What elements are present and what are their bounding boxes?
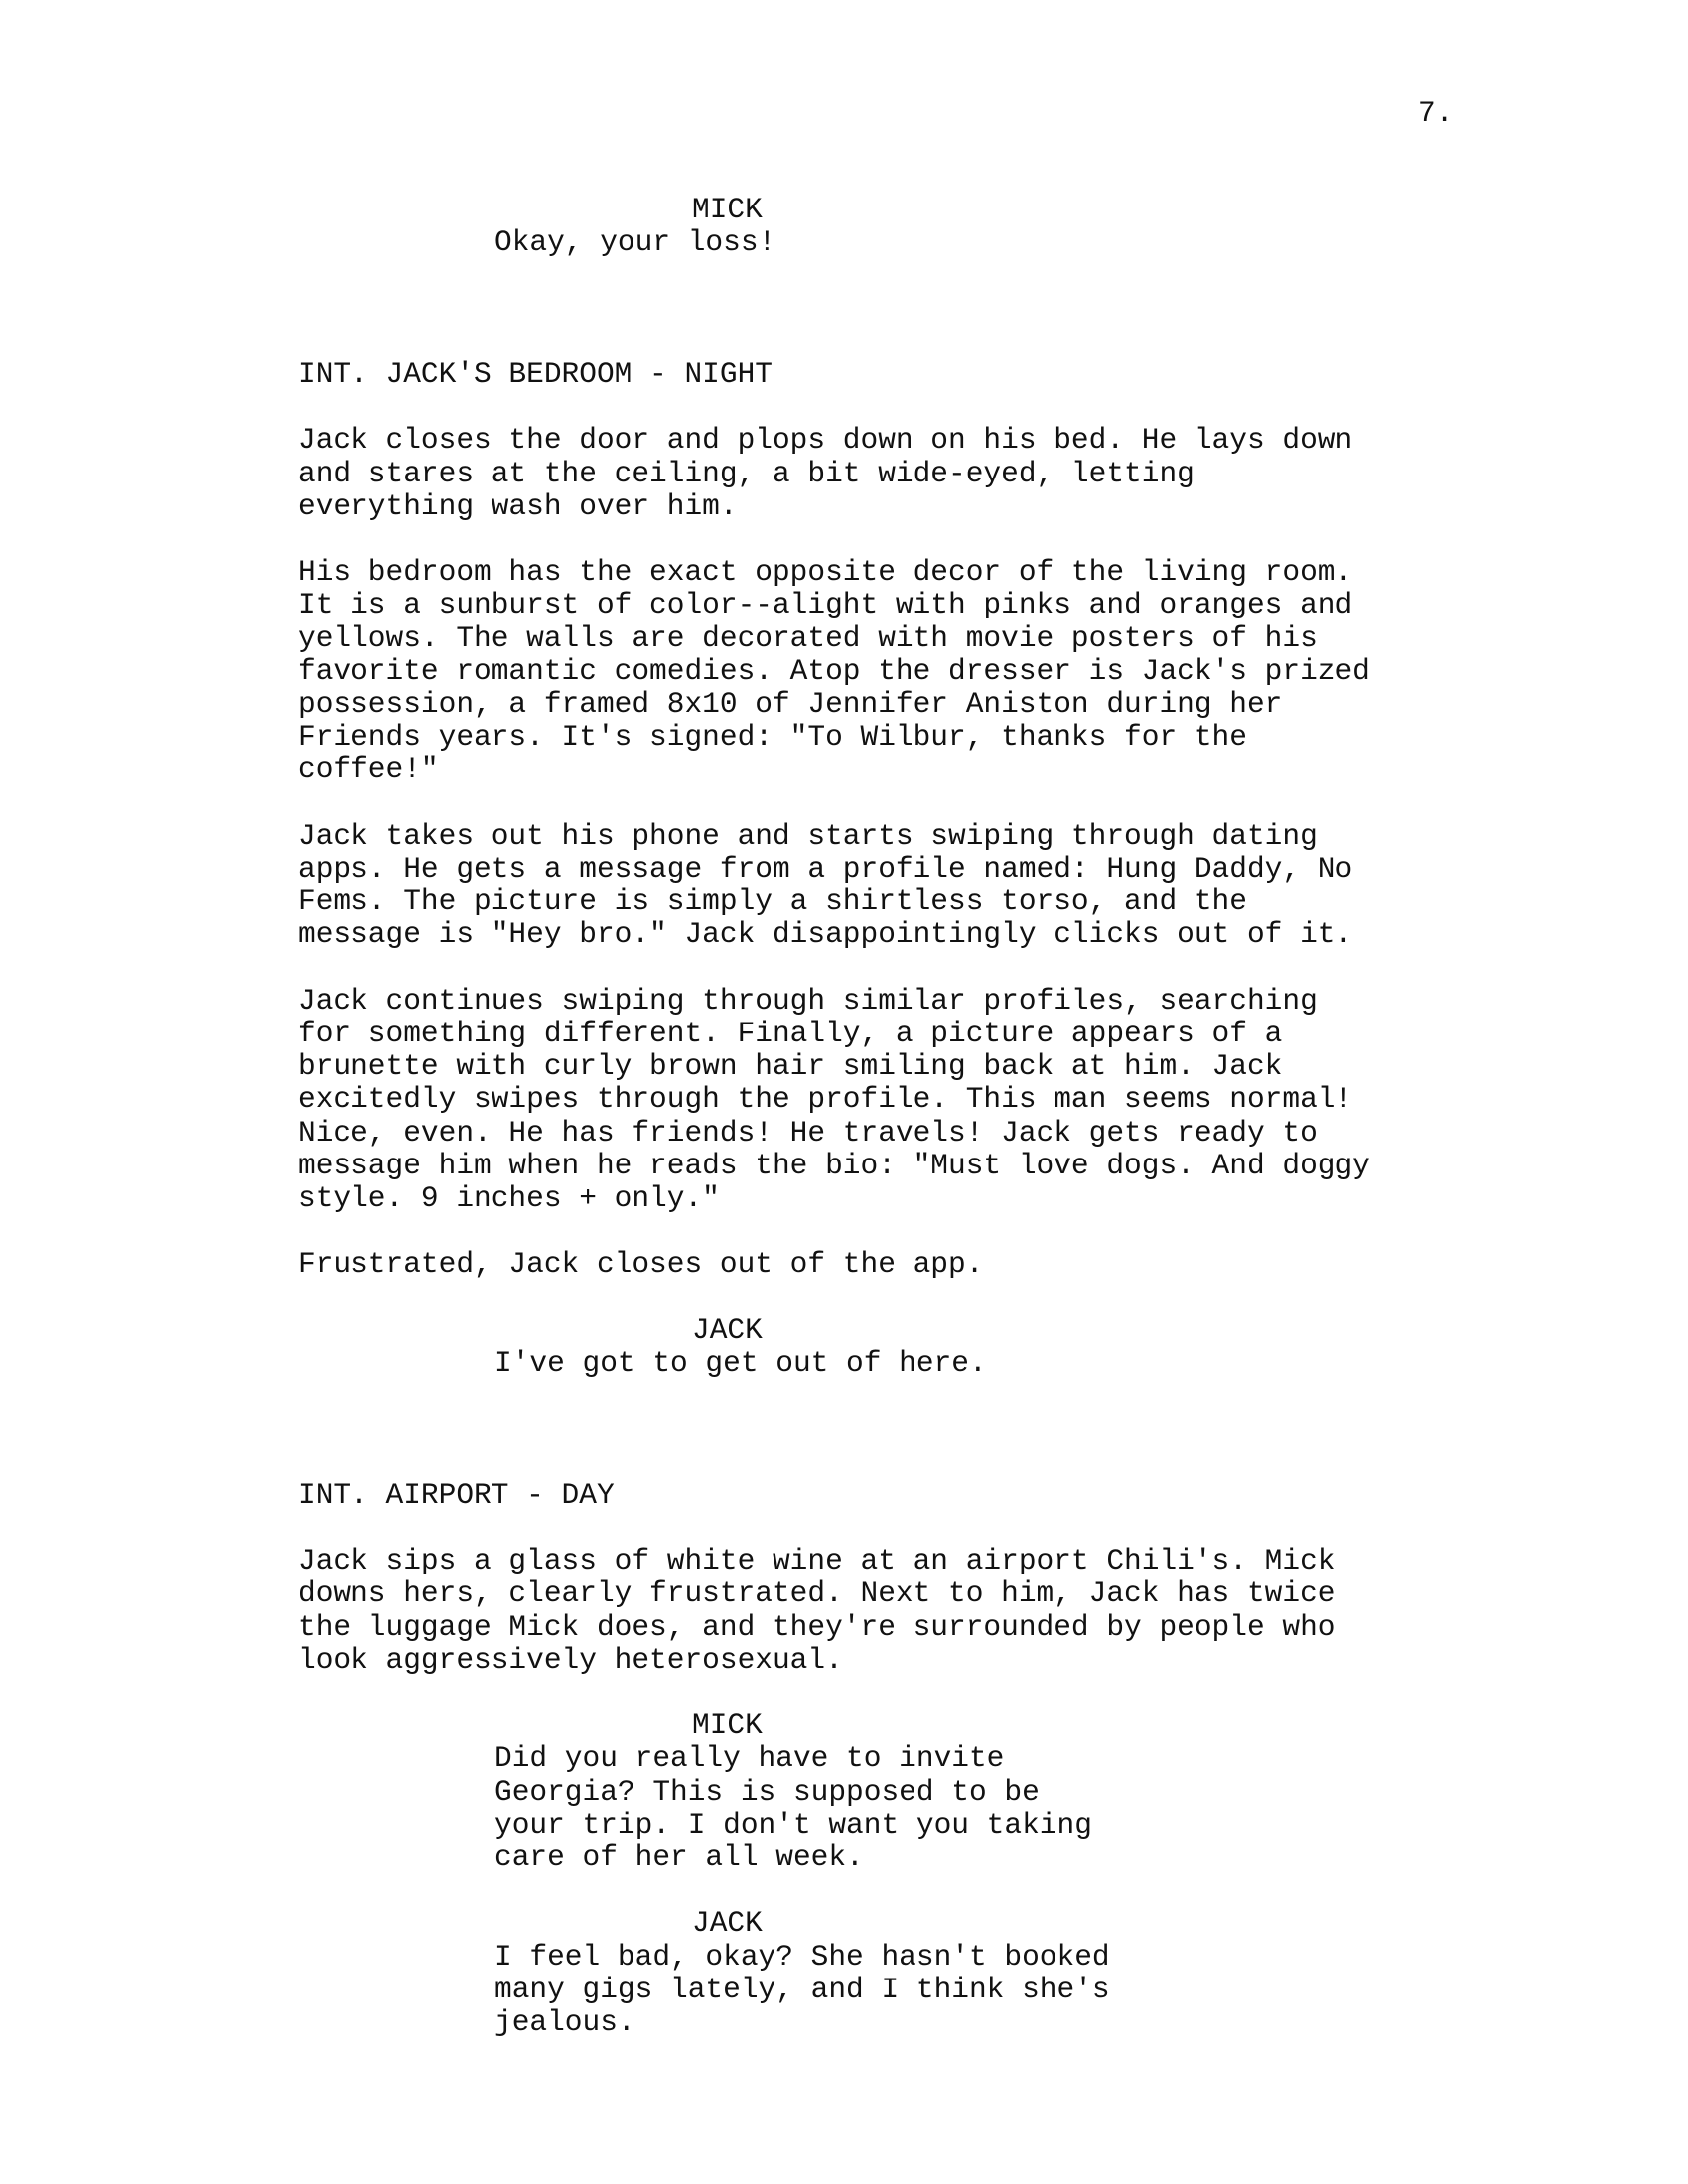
spacer [298, 523, 1489, 556]
spacer [298, 1380, 1489, 1479]
spacer [298, 952, 1489, 985]
dialogue: Okay, your loss! [494, 225, 776, 260]
spacer [298, 1282, 1489, 1314]
spacer [298, 1874, 1489, 1907]
page-number: 7. [1418, 96, 1454, 130]
scene-heading: INT. JACK'S BEDROOM - NIGHT [298, 357, 773, 391]
character-name: MICK [692, 1708, 763, 1743]
spacer [298, 787, 1489, 820]
dialogue: I've got to get out of here. [494, 1346, 987, 1380]
action-paragraph: Jack takes out his phone and starts swiping through dating apps. He gets a message from a profile named: Hung Daddy, No Fems. The picture is simply a shirtless torso, and the message is "Hey bro." Jack disappointingly clicks out of it. [298, 818, 1353, 952]
character-name: JACK [692, 1312, 763, 1347]
action-paragraph: Jack sips a glass of white wine at an airport Chili's. Mick downs hers, clearly frustrated. Next to him, Jack has twice the luggage Mick does, and they're surrounded by people who look aggressively heterosexual. [298, 1544, 1336, 1677]
spacer [298, 1215, 1489, 1248]
spacer [298, 391, 1489, 424]
action-paragraph: His bedroom has the exact opposite decor of the living room. It is a sunburst of color--alight with pinks and oranges and yellows. The walls are decorated with movie posters of his favorite romantic comedies. Atop the dresser is Jack's prized possession, a framed 8x10 of Jennifer Aniston during her Friends years. It's signed: "To Wilbur, thanks for the coffee!" [298, 555, 1370, 787]
dialogue: Did you really have to invite Georgia? This is supposed to be your trip. I don't want you taking care of her all week. [494, 1741, 1092, 1874]
scene-heading: INT. AIRPORT - DAY [298, 1477, 615, 1512]
action-paragraph: Jack continues swiping through similar profiles, searching for something different. Finally, a picture appears of a brunette with curly brown hair smiling back at him. Jack excitedly swipes through the profile. This man seems normal! Nice, even. He has friends! He travels! Jack gets ready to message him when he reads the bio: "Must love dogs. And doggy style. 9 inches + only." [298, 983, 1370, 1216]
spacer [298, 1512, 1489, 1545]
action-paragraph: Jack closes the door and plops down on his bed. He lays down and stares at the ceiling, a bit wide-eyed, letting everything wash over him. [298, 423, 1353, 523]
character-name: MICK [692, 193, 763, 226]
spacer [298, 1677, 1489, 1709]
character-name: JACK [692, 1906, 763, 1941]
dialogue: I feel bad, okay? She hasn't booked many gigs lately, and I think she's jealous. [494, 1939, 1110, 2039]
action-paragraph: Frustrated, Jack closes out of the app. [298, 1247, 984, 1282]
spacer [298, 259, 1489, 358]
script-content [298, 194, 1489, 2039]
